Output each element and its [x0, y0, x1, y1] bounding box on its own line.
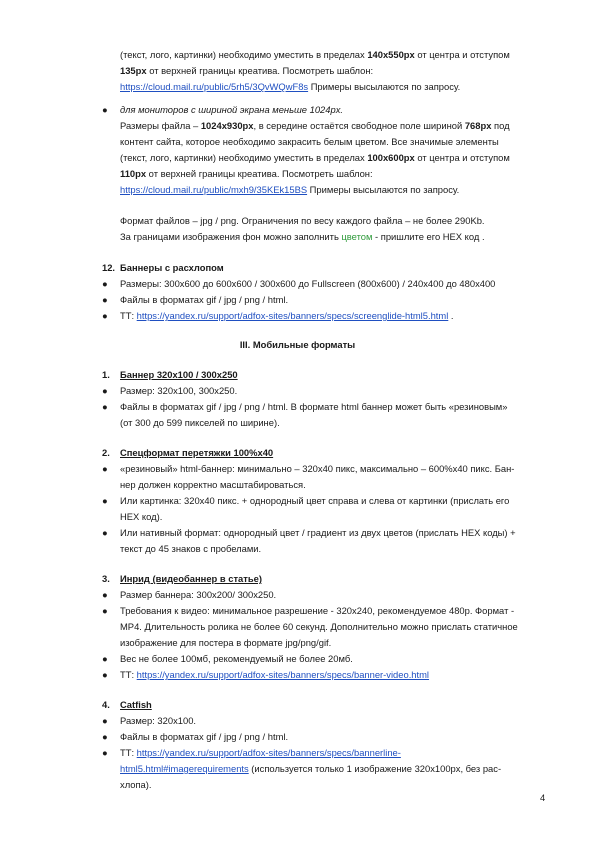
section-title: Спецформат перетяжки 100%x40 [120, 447, 274, 458]
text-line: нер должен корректно масштабироваться. [120, 479, 306, 490]
text-line: Размер: 320x100, 300x250. [120, 385, 238, 396]
text-line: За границами изображения фон можно заполнить цветом - пришлите его HEX код . [120, 231, 485, 242]
section-title: Баннеры с расхлопом [120, 262, 224, 273]
bullet: ● [102, 527, 108, 538]
section-number: 3. [102, 573, 110, 584]
bullet: ● [102, 715, 108, 726]
section-title: Инрид (видеобаннер в статье) [120, 573, 262, 584]
spec-link[interactable]: https://yandex.ru/support/adfox-sites/banners/specs/bannerline- [136, 747, 401, 758]
text-line: HEX код). [120, 511, 163, 522]
text-line: Вес не более 100мб, рекомендуемый не более 20мб. [120, 653, 353, 664]
bullet: ● [102, 605, 108, 616]
text-line: Файлы в форматах gif / jpg / png / html. В формате html баннер может быть «резиновым» [120, 401, 508, 412]
page-number: 4 [540, 792, 546, 803]
bullet: ● [102, 463, 108, 474]
bullet: ● [102, 310, 108, 321]
spec-link[interactable]: html5.html#imagerequirements [120, 763, 249, 774]
text-line: (текст, лого, картинки) необходимо уместить в пределах 100x600px от центра и отступом [120, 152, 510, 163]
text-line: Требования к видео: минимальное разрешение - 320x240, рекомендуемое 480p. Формат - [120, 605, 515, 616]
bullet: ● [102, 385, 108, 396]
text-line: Размер баннера: 300x200/ 300x250. [120, 589, 277, 600]
text-line: MP4. Длительность ролика не более 60 секунд. Дополнительно можно прислать статичное [120, 621, 518, 632]
bullet: ● [102, 669, 108, 680]
item-title: для мониторов с шириной экрана меньше 1024px. [120, 104, 343, 115]
section-number: 1. [102, 369, 110, 380]
bullet: ● [102, 401, 108, 412]
text-line: «резиновый» html-баннер: минимально – 320x40 пикс, максимально – 600%x40 пикс. Бан- [120, 463, 515, 474]
text-line: ТТ: https://yandex.ru/support/adfox-sites/banners/specs/banner-video.html [120, 669, 430, 680]
text-line: Или картинка: 320x40 пикс. + однородный цвет справа и слева от картинки (прислать его [120, 495, 510, 506]
bullet: ● [102, 104, 108, 115]
section-number: 2. [102, 447, 110, 458]
text-line: Размер: 320x100. [120, 715, 197, 726]
text-line: ТТ: https://yandex.ru/support/adfox-sites/banners/specs/screenglide-html5.html . [120, 310, 454, 321]
text-line: изображение для постера в формате jpg/png/gif. [120, 637, 332, 648]
bullet: ● [102, 589, 108, 600]
bullet: ● [102, 653, 108, 664]
text-line: хлопа). [120, 779, 152, 790]
bullet: ● [102, 278, 108, 289]
template-link[interactable]: https://cloud.mail.ru/public/5rh5/3QvWQwF8s [120, 81, 309, 92]
text-line: Файлы в форматах gif / jpg / png / html. [120, 294, 289, 305]
text-line: текст до 45 знаков с пробелами. [120, 543, 262, 554]
text-line: Формат файлов – jpg / png. Ограничения по весу каждого файла – не более 290Kb. [120, 215, 485, 226]
text-line: ТТ: https://yandex.ru/support/adfox-sites/banners/specs/bannerline- [120, 747, 401, 758]
section-title: Catfish [120, 699, 152, 710]
bullet: ● [102, 731, 108, 742]
text-line: (от 300 до 599 пикселей по ширине). [120, 417, 280, 428]
section-number: 4. [102, 699, 110, 710]
bullet: ● [102, 495, 108, 506]
text-line: 135px от верхней границы креатива. Посмотреть шаблон: [120, 65, 374, 76]
text-line: Файлы в форматах gif / jpg / png / html. [120, 731, 289, 742]
section-heading: III. Мобильные форматы [239, 339, 356, 350]
text-line: контент сайта, которое необходимо закрасить белым цветом. Все значимые элементы [120, 136, 499, 147]
text-line: Размеры: 300x600 до 600x600 / 300x600 до Fullscreen (800x600) / 240x400 до 480x400 [120, 278, 496, 289]
text-line: html5.html#imagerequirements (используется только 1 изображение 320x100px, без рас- [120, 763, 502, 774]
text-line: (текст, лого, картинки) необходимо уместить в пределах 140x550px от центра и отступом [120, 49, 510, 60]
spec-link[interactable]: https://yandex.ru/support/adfox-sites/banners/specs/screenglide-html5.html [136, 310, 449, 321]
section-title: Баннер 320x100 / 300x250 [120, 369, 238, 380]
text-line: 110px от верхней границы креатива. Посмотреть шаблон: [120, 168, 373, 179]
text-line: Или нативный формат: однородный цвет / градиент из двух цветов (прислать HEX коды) + [120, 527, 516, 538]
template-link[interactable]: https://cloud.mail.ru/public/mxh9/35KEk15BS [120, 184, 308, 195]
bullet: ● [102, 747, 108, 758]
section-number: 12. [102, 262, 116, 273]
text-line: https://cloud.mail.ru/public/mxh9/35KEk15BS Примеры высылаются по запросу. [120, 184, 460, 195]
bullet: ● [102, 294, 108, 305]
text-line: https://cloud.mail.ru/public/5rh5/3QvWQwF8s Примеры высылаются по запросу. [120, 81, 461, 92]
text-line: Размеры файла – 1024x930px, в середине остаётся свободное поле шириной 768px под [120, 120, 510, 131]
spec-link[interactable]: https://yandex.ru/support/adfox-sites/banners/specs/banner-video.html [136, 669, 430, 680]
